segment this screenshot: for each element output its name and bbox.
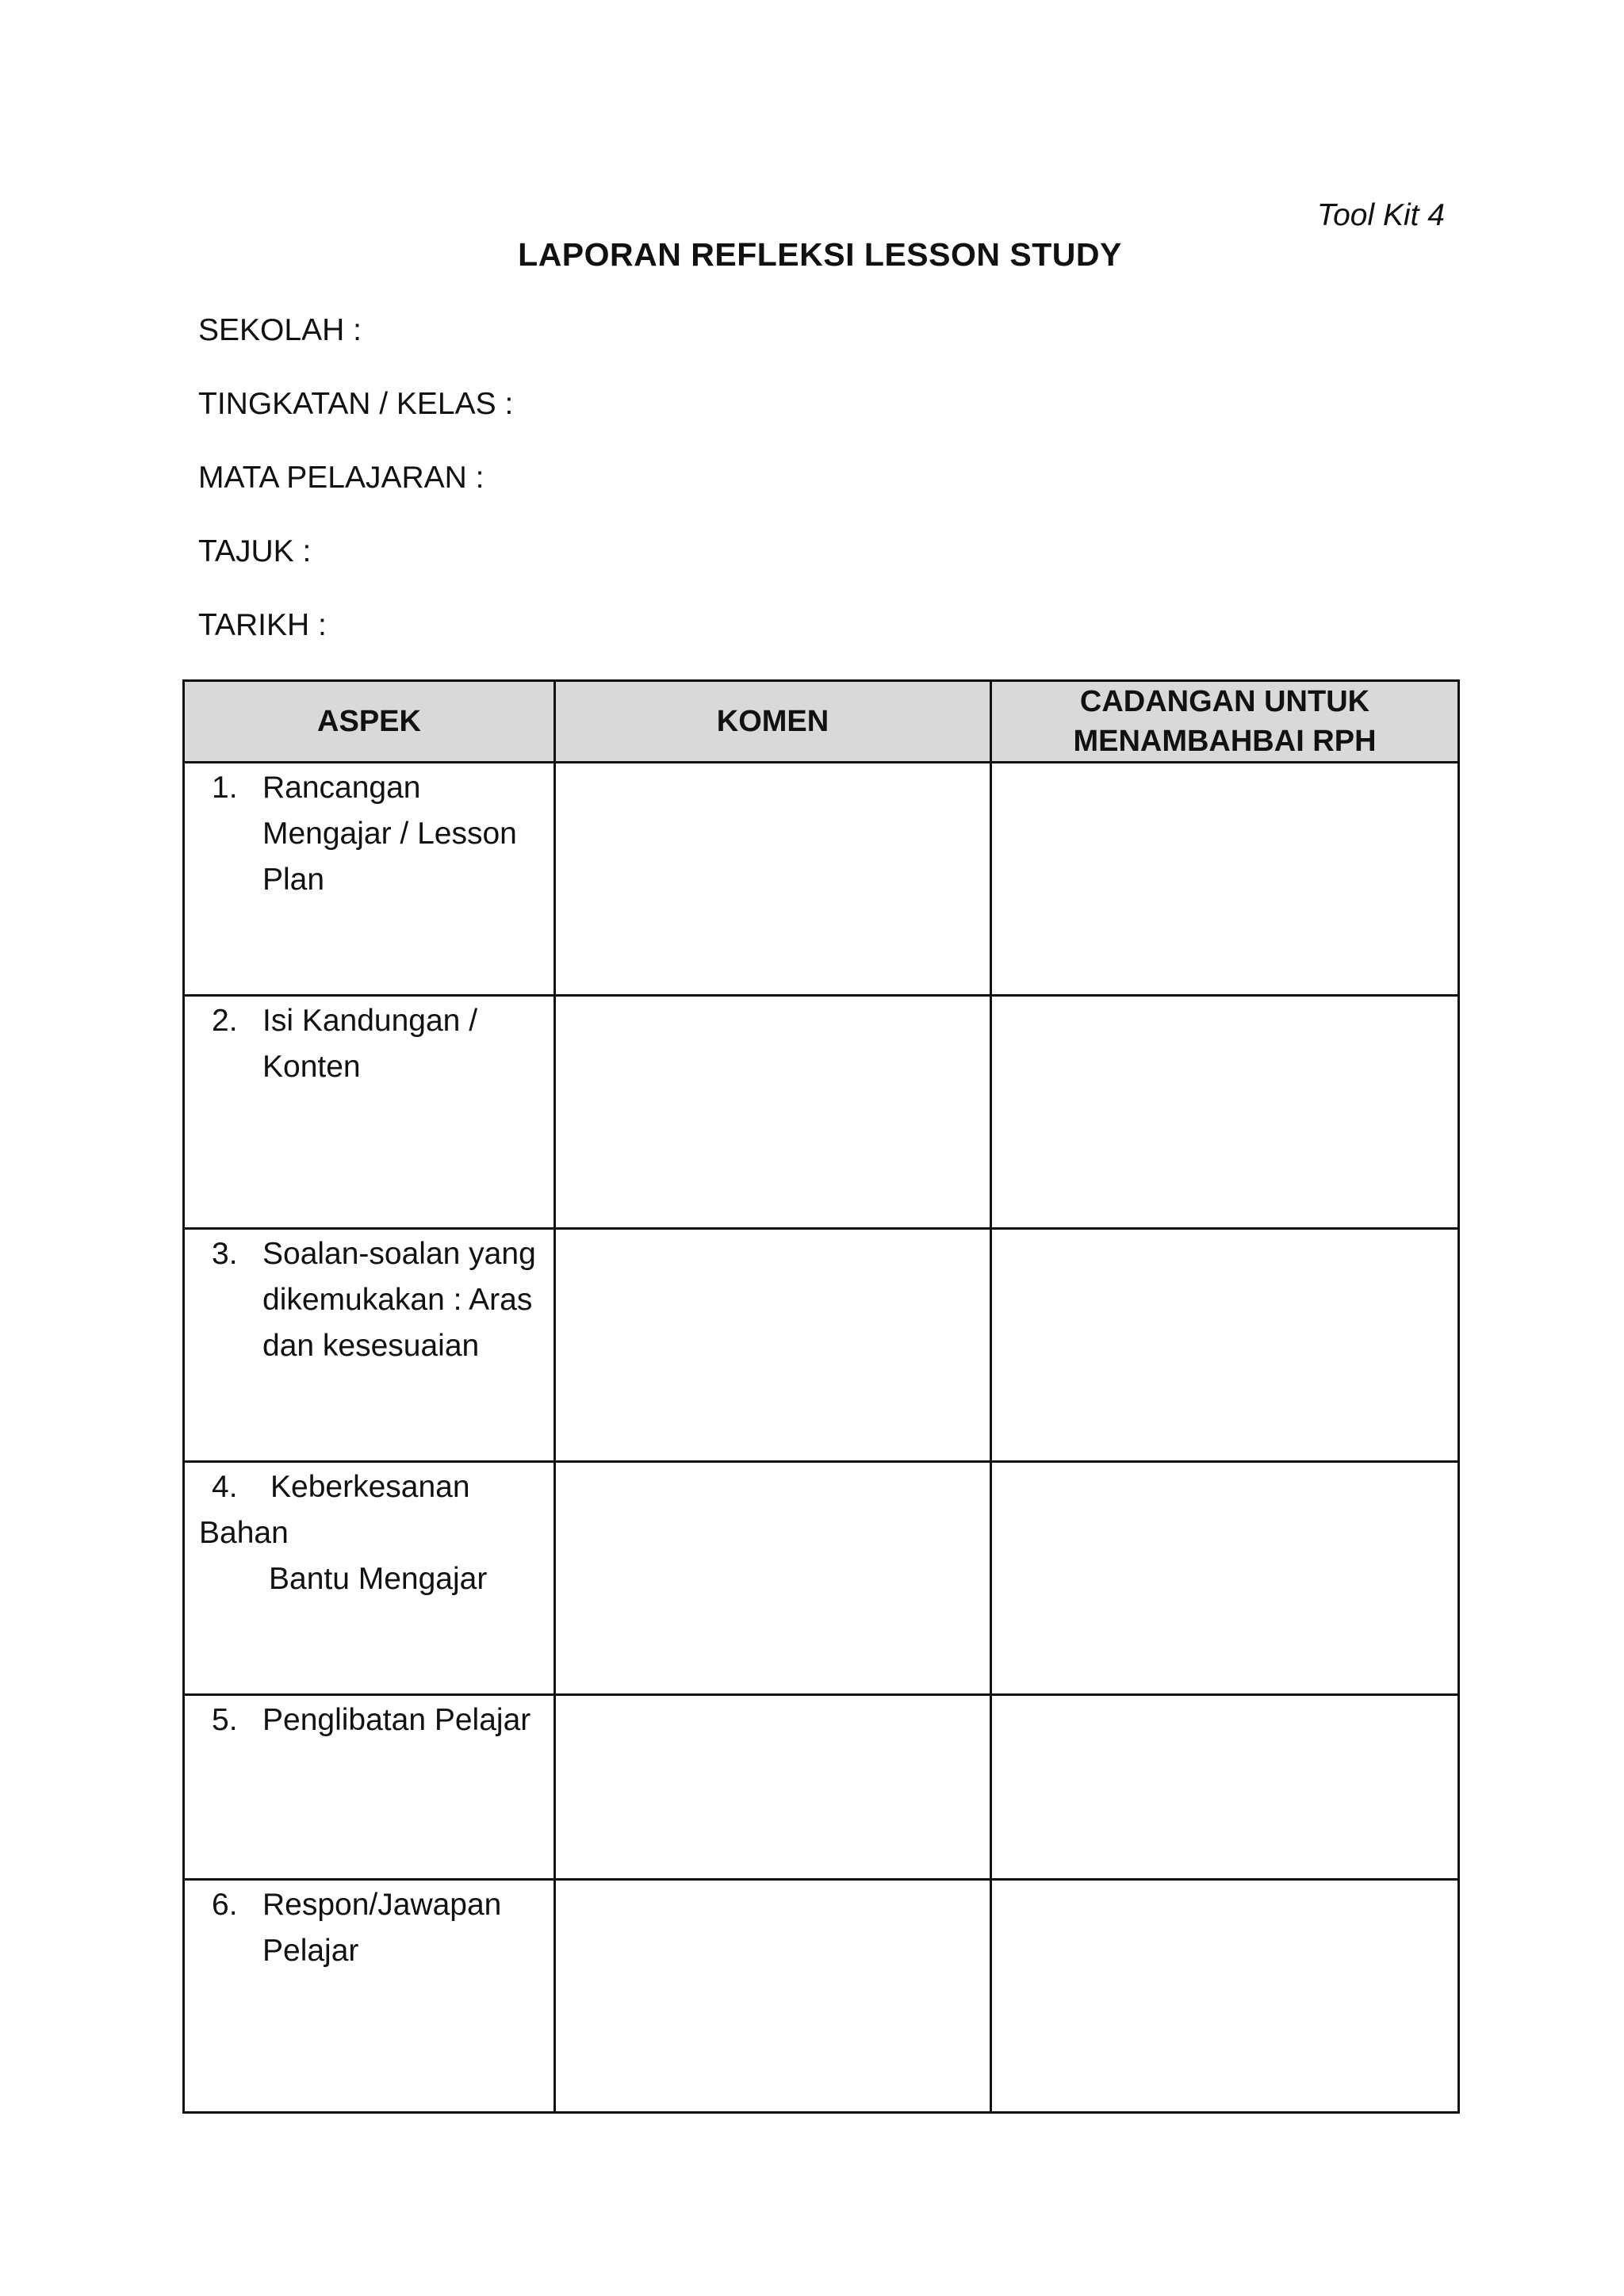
aspek-text-line: Bantu Mengajar: [269, 1562, 488, 1596]
header-komen: KOMEN: [555, 681, 991, 763]
field-sekolah: SEKOLAH :: [198, 313, 362, 347]
cadangan-cell[interactable]: [991, 763, 1459, 996]
aspek-text-line: Rancangan: [262, 771, 421, 805]
aspek-number: 4.: [212, 1470, 238, 1504]
table-row: [184, 1880, 1459, 2113]
aspek-cell: [184, 1695, 555, 1880]
table-header-row: [184, 681, 1459, 763]
komen-cell[interactable]: [555, 1695, 991, 1880]
table-row: [184, 1462, 1459, 1695]
aspek-text-line: Penglibatan Pelajar: [262, 1703, 531, 1737]
komen-cell[interactable]: [555, 763, 991, 996]
header-aspek: ASPEK: [184, 681, 555, 763]
aspek-text-line: Pelajar: [262, 1934, 359, 1968]
header-cadangan-line1: CADANGAN UNTUK: [1079, 685, 1370, 718]
aspek-text-line: dikemukakan : Aras: [262, 1283, 533, 1317]
aspek-cell: [184, 1462, 555, 1695]
aspek-cell: [184, 1880, 555, 2113]
aspek-text-line: Soalan-soalan yang: [262, 1237, 536, 1271]
cadangan-cell[interactable]: [991, 1880, 1459, 2113]
aspek-number: 6.: [212, 1888, 238, 1922]
cadangan-cell[interactable]: [991, 1462, 1459, 1695]
field-tajuk: TAJUK :: [198, 534, 312, 568]
aspek-number: 1.: [212, 771, 238, 805]
aspek-text-line: Respon/Jawapan: [262, 1888, 502, 1922]
aspek-number: 5.: [212, 1703, 238, 1737]
table-row: [184, 763, 1459, 996]
aspek-cell: [184, 763, 555, 996]
komen-cell[interactable]: [555, 996, 991, 1229]
komen-cell[interactable]: [555, 1462, 991, 1695]
header-cadangan-line2: MENAMBAHBAI RPH: [1073, 725, 1377, 758]
aspek-text-line: dan kesesuaian: [262, 1329, 480, 1363]
cadangan-cell[interactable]: [991, 1229, 1459, 1462]
page-title: LAPORAN REFLEKSI LESSON STUDY: [518, 236, 1122, 273]
aspek-text-line: Plan: [262, 863, 325, 897]
field-tarikh: TARIKH :: [198, 608, 327, 642]
table-row: [184, 996, 1459, 1229]
table-row: [184, 1695, 1459, 1880]
aspek-text-line: Keberkesanan: [270, 1470, 470, 1504]
aspek-cell: [184, 996, 555, 1229]
komen-cell[interactable]: [555, 1229, 991, 1462]
aspek-text-line: Isi Kandungan /: [262, 1004, 478, 1038]
reflection-table: [182, 679, 1460, 2114]
field-mata-pelajaran: MATA PELAJARAN :: [198, 461, 485, 495]
aspek-number: 2.: [212, 1004, 238, 1038]
cadangan-cell[interactable]: [991, 996, 1459, 1229]
aspek-text-line: Bahan: [199, 1516, 289, 1550]
table-row: [184, 1229, 1459, 1462]
cadangan-cell[interactable]: [991, 1695, 1459, 1880]
field-tingkatan-kelas: TINGKATAN / KELAS :: [198, 387, 514, 421]
aspek-text-line: Konten: [262, 1050, 361, 1084]
aspek-text-line: Mengajar / Lesson: [262, 817, 517, 851]
aspek-cell: [184, 1229, 555, 1462]
komen-cell[interactable]: [555, 1880, 991, 2113]
aspek-number: 3.: [212, 1237, 238, 1271]
header-cadangan: [991, 681, 1459, 763]
toolkit-label: Tool Kit 4: [1316, 198, 1445, 232]
